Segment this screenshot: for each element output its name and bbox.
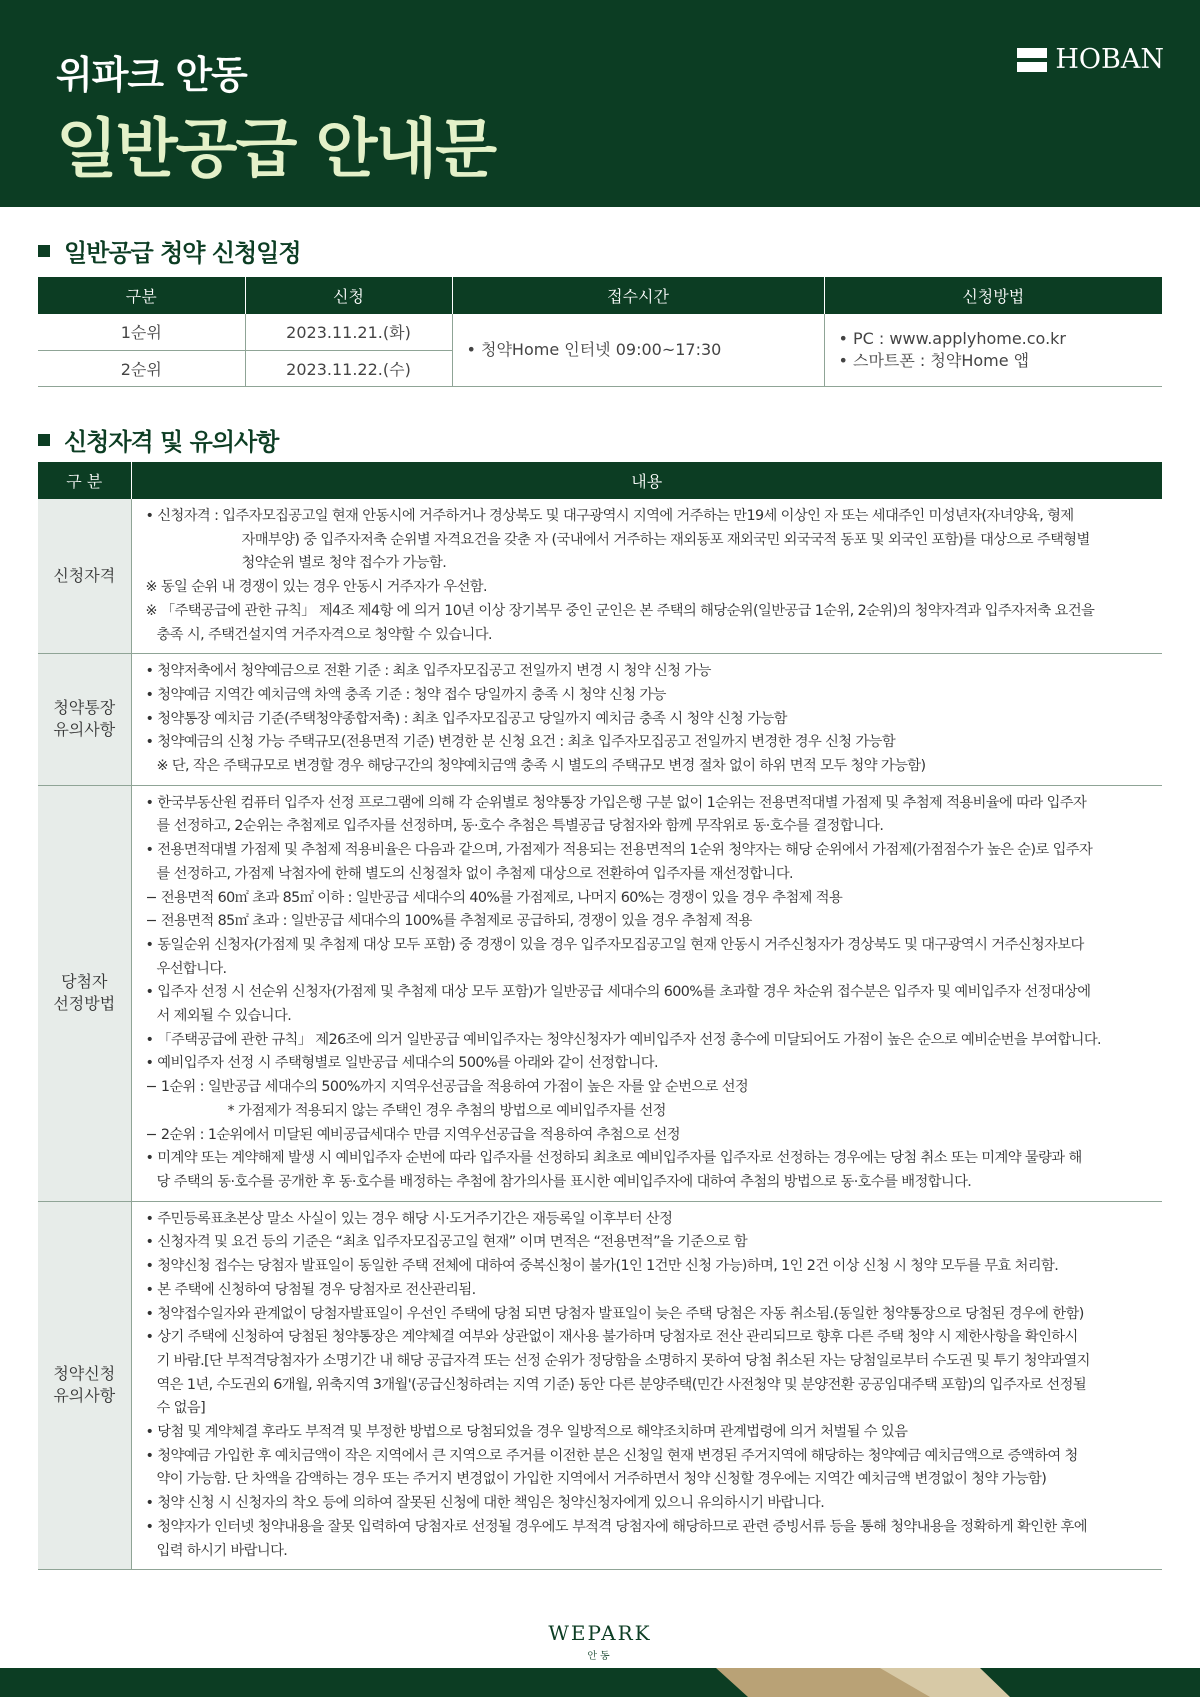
page-subtitle: 위파크 안동 [56, 53, 247, 97]
bottom-decor-bar [0, 1668, 1200, 1697]
content-line: 우선합니다. [156, 960, 227, 977]
wepark-logo-sub: 안동 [587, 1651, 613, 1662]
date-cell: 2023.11.22.(수) [245, 350, 452, 386]
content-line: ※ 「주택공급에 관한 규칙」 제4조 제4항 에 의거 10년 이상 장기복무 중인 군인은 본 주택의 해당순위(일반공급 1순위, 2순위)의 청약자격과 입주자저축 요건을 [145, 602, 1095, 619]
col-header-time: 접수시간 [452, 277, 824, 314]
content-line: ※ 동일 순위 내 경쟁이 있는 경우 안동시 거주자가 우선함. [145, 579, 487, 596]
content-line: • 한국부동산원 컴퓨터 입주자 선정 프로그램에 의해 각 순위별로 청약통장 가입은행 구분 없이 1순위는 전용면적대별 가점제 및 추첨제 적용비율에 따라 입주자 [145, 794, 1087, 811]
category-label: 유의사항 [53, 1386, 116, 1406]
content-line: • 신청자격 : 입주자모집공고일 현재 안동시에 거주하거나 경상북도 및 대구광역시 지역에 거주하는 만19세 이상인 자 또는 세대주인 미성년자(자녀양육, 형제 [145, 508, 1074, 524]
schedule-section-title: 일반공급 청약 신청일정 [38, 233, 301, 268]
content-cell [131, 1201, 1162, 1570]
content-line: 서 제외될 수 있습니다. [156, 1008, 292, 1025]
content-line: • 청약 신청 시 신청자의 착오 등에 의하여 잘못된 신청에 대한 책임은 청약신청자에게 있으니 유의하시기 바랍니다. [145, 1495, 825, 1512]
content-cell [131, 654, 1162, 786]
content-line: 를 선정하고, 가점제 낙첨자에 한해 별도의 신청절차 없이 추첨제 대상으로 전환하여 입주자를 재선정합니다. [156, 865, 793, 882]
col-header-category: 구 분 [38, 462, 131, 499]
content-line: 약이 가능함. 단 차액을 감액하는 경우 또는 주거지 변경없이 가입한 지역에서 거주하면서 청약 신청할 경우에는 지역간 예치금액 변경없이 청약 가능함) [156, 1471, 1047, 1488]
content-line: • 상기 주택에 신청하여 당첨된 청약통장은 계약체결 여부와 상관없이 재사용 불가하며 당첨자로 전산 관리되므로 향후 다른 주택 청약 시 제한사항을 확인하시 [145, 1329, 1078, 1346]
content-line: • 청약접수일자와 관계없이 당첨자발표일이 우선인 주택에 당첨 되면 당첨자 발표일이 늦은 주택 당첨은 자동 취소됨.(동일한 청약통장으로 당첨된 경우에 한함) [145, 1305, 1084, 1322]
content-line: • 청약신청 접수는 당첨자 발표일이 동일한 주택 전체에 대하여 중복신청이 불가(1인 1건만 신청 가능)하며, 1인 2건 이상 신청 시 청약 모두를 무효 처리함. [145, 1258, 1059, 1275]
qualification-section-title: 신청자격 및 유의사항 [38, 422, 278, 457]
square-bullet-icon [38, 245, 50, 257]
content-line: 를 선정하고, 2순위는 추첨제로 입주자를 선정하며, 동·호수 추첨은 특별공급 당첨자와 함께 무작위로 동·호수를 결정합니다. [156, 818, 884, 835]
content-line: 역은 1년, 수도권외 6개월, 위축지역 3개월'(공급신청하려는 지역 기준) 동안 다른 분양주택(민간 사전청약 및 분양전환 공공임대주택 포함)의 입주자로 선정될 [156, 1376, 1087, 1393]
content-line: • 청약저축에서 청약예금으로 전환 기준 : 최초 입주자모집공고 전일까지 변경 시 청약 신청 가능 [145, 663, 711, 680]
content-line: • 전용면적대별 가점제 및 추첨제 적용비율은 다음과 같으며, 가점제가 적용되는 전용면적의 1순위 청약자는 해당 순위에서 가점제(가점점수가 높은 순)로 입주자 [145, 842, 1093, 859]
rank-cell: 2순위 [38, 350, 245, 386]
content-line: 수 없음] [156, 1400, 206, 1417]
qualification-row [38, 654, 1162, 786]
content-line: • 입주자 선정 시 선순위 신청자(가점제 및 추첨제 대상 모두 포함)가 일반공급 세대수의 600%를 초과할 경우 차순위 접수분은 입주자 및 예비입주자 선정대상에 [145, 984, 1091, 1001]
col-header-date: 신청 [245, 277, 452, 314]
content-line: • 「주택공급에 관한 규칙」 제26조에 의거 일반공급 예비입주자는 청약신청자가 예비입주자 선정 총수에 미달되어도 가점이 높은 순으로 예비순번을 부여합니다. [145, 1031, 1101, 1048]
schedule-table [38, 277, 1162, 387]
content-line: • 청약예금의 신청 가능 주택규모(전용면적 기준) 변경한 분 신청 요건 : 최초 입주자모집공고 전일까지 변경한 경우 신청 가능함 [145, 734, 896, 751]
category-cell [38, 785, 131, 1201]
content-line: 기 바람.[단 부적격당첨자가 소명기간 내 해당 공급자격 또는 선정 순위가 정당함을 소명하지 못하여 당첨 취소된 자는 당첨일로부터 수도권 및 투기 청약과열지 [156, 1352, 1090, 1369]
date-cell: 2023.11.21.(화) [245, 314, 452, 350]
hoban-mark-icon [1017, 48, 1047, 72]
header-banner [0, 0, 1200, 207]
content-line: • 예비입주자 선정 시 주택형별로 일반공급 세대수의 500%를 아래와 같이 선정합니다. [145, 1055, 658, 1072]
content-line: * 가점제가 적용되지 않는 주택인 경우 추첨의 방법으로 예비입주자를 선정 [227, 1102, 666, 1119]
content-cell [131, 499, 1162, 654]
content-line: • 미계약 또는 계약해제 발생 시 예비입주자 순번에 따라 입주자를 선정하되 최초로 예비입주자를 입주자로 선정하는 경우에는 당첨 취소 또는 미계약 물량과 해 [145, 1150, 1082, 1167]
content-line: • 청약예금 지역간 예치금액 차액 충족 기준 : 청약 접수 당일까지 충족 시 청약 신청 가능 [145, 686, 666, 703]
qualification-row [38, 785, 1162, 1201]
col-header-method: 신청방법 [824, 277, 1162, 314]
content-line: − 전용면적 60㎡ 초과 85㎡ 이하 : 일반공급 세대수의 40%를 가점제로, 나머지 60%는 경쟁이 있을 경우 추첨제 적용 [145, 889, 843, 906]
category-label: 신청자격 [53, 566, 116, 586]
content-line: 당 주택의 동·호수를 공개한 후 동·호수를 배정하는 추첨에 참가의사를 표시한 예비입주자에 대하여 추첨의 방법으로 동·호수를 배정합니다. [156, 1173, 972, 1190]
content-line: 청약순위 별로 청약 접수가 가능함. [241, 555, 447, 572]
category-cell [38, 1201, 131, 1570]
content-line: 충족 시, 주택건설지역 거주자격으로 청약할 수 있습니다. [156, 626, 492, 643]
method-pc: • PC : www.applyhome.co.kr [838, 328, 1066, 348]
reception-time-cell: • 청약Home 인터넷 09:00~17:30 [452, 314, 824, 386]
qualification-row [38, 1201, 1162, 1570]
content-line: • 청약자가 인터넷 청약내용을 잘못 입력하여 당첨자로 선정될 경우에도 부적격 당첨자에 해당하므로 관련 증빙서류 등을 통해 청약내용을 정확하게 확인한 후에 [145, 1518, 1087, 1535]
content-line: • 본 주택에 신청하여 당첨될 경우 당첨자로 전산관리됨. [145, 1281, 476, 1298]
content-line: − 1순위 : 일반공급 세대수의 500%까지 지역우선공급을 적용하여 가점이 높은 자를 앞 순번으로 선정 [145, 1079, 749, 1096]
content-line: • 주민등록표초본상 말소 사실이 있는 경우 해당 시·도거주기간은 재등록일 이후부터 산정 [145, 1210, 673, 1227]
content-line: ※ 단, 작은 주택규모로 변경할 경우 해당구간의 청약예치금액 충족 시 별도의 주택규모 변경 절차 없이 하위 면적 모두 청약 가능함) [156, 758, 926, 775]
content-line: • 동일순위 신청자(가점제 및 추첨제 대상 모두 포함) 중 경쟁이 있을 경우 입주자모집공고일 현재 안동시 거주신청자가 경상북도 및 대구광역시 거주신청자보다 [145, 936, 1084, 953]
brand-name: HOBAN [1055, 44, 1164, 75]
wepark-logo-text: WEPARK [548, 1621, 652, 1645]
method-cell [824, 314, 1162, 386]
category-label: 선정방법 [53, 994, 116, 1014]
content-line: • 청약통장 예치금 기준(주택청약종합저축) : 최초 입주자모집공고 당일까지 예치금 충족 시 청약 신청 가능함 [145, 710, 787, 727]
content-line: • 신청자격 및 요건 등의 기준은 “최초 입주자모집공고일 현재” 이며 면적은 “전용면적”을 기준으로 함 [145, 1234, 748, 1251]
table-row [38, 314, 1162, 350]
method-smartphone: • 스마트폰 : 청약Home 앱 [838, 350, 1030, 370]
category-cell [38, 499, 131, 654]
content-line: − 전용면적 85㎡ 초과 : 일반공급 세대수의 100%를 추첨제로 공급하되, 경쟁이 있을 경우 추첨제 적용 [145, 913, 752, 930]
content-line: • 당첨 및 계약체결 후라도 부적격 및 부정한 방법으로 당첨되었을 경우 일방적으로 해약조치하며 관계법령에 의거 처벌될 수 있음 [145, 1424, 908, 1441]
rank-cell: 1순위 [38, 314, 245, 350]
content-line: 자매부양) 중 입주자저축 순위별 자격요건을 갖춘 자 (국내에서 거주하는 재외동포 재외국민 외국국적 동포 및 외국인 포함)를 대상으로 주택형별 [241, 531, 1090, 548]
category-label: 유의사항 [53, 720, 116, 740]
category-label: 청약통장 [53, 698, 116, 718]
wepark-logo [0, 1621, 1200, 1662]
category-label: 당첨자 [61, 972, 108, 992]
page-title: 일반공급 안내문 [56, 113, 496, 187]
qualification-table [38, 462, 1162, 1570]
content-line: 입력 하시기 바랍니다. [156, 1542, 288, 1559]
content-cell [131, 785, 1162, 1201]
content-line: • 청약예금 가입한 후 예치금액이 작은 지역에서 큰 지역으로 주거를 이전한 분은 신청일 현재 변경된 주거지역에 해당하는 청약예금 예치금액으로 증액하여 청 [145, 1447, 1078, 1464]
category-cell [38, 654, 131, 786]
content-line: − 2순위 : 1순위에서 미달된 예비공급세대수 만큼 지역우선공급을 적용하여 추첨으로 선정 [145, 1126, 680, 1143]
col-header-category: 구분 [38, 277, 245, 314]
category-label: 청약신청 [53, 1364, 116, 1384]
col-header-content: 내용 [131, 462, 1162, 499]
qualification-row [38, 499, 1162, 654]
square-bullet-icon [38, 434, 50, 446]
hoban-logo [1017, 44, 1164, 75]
